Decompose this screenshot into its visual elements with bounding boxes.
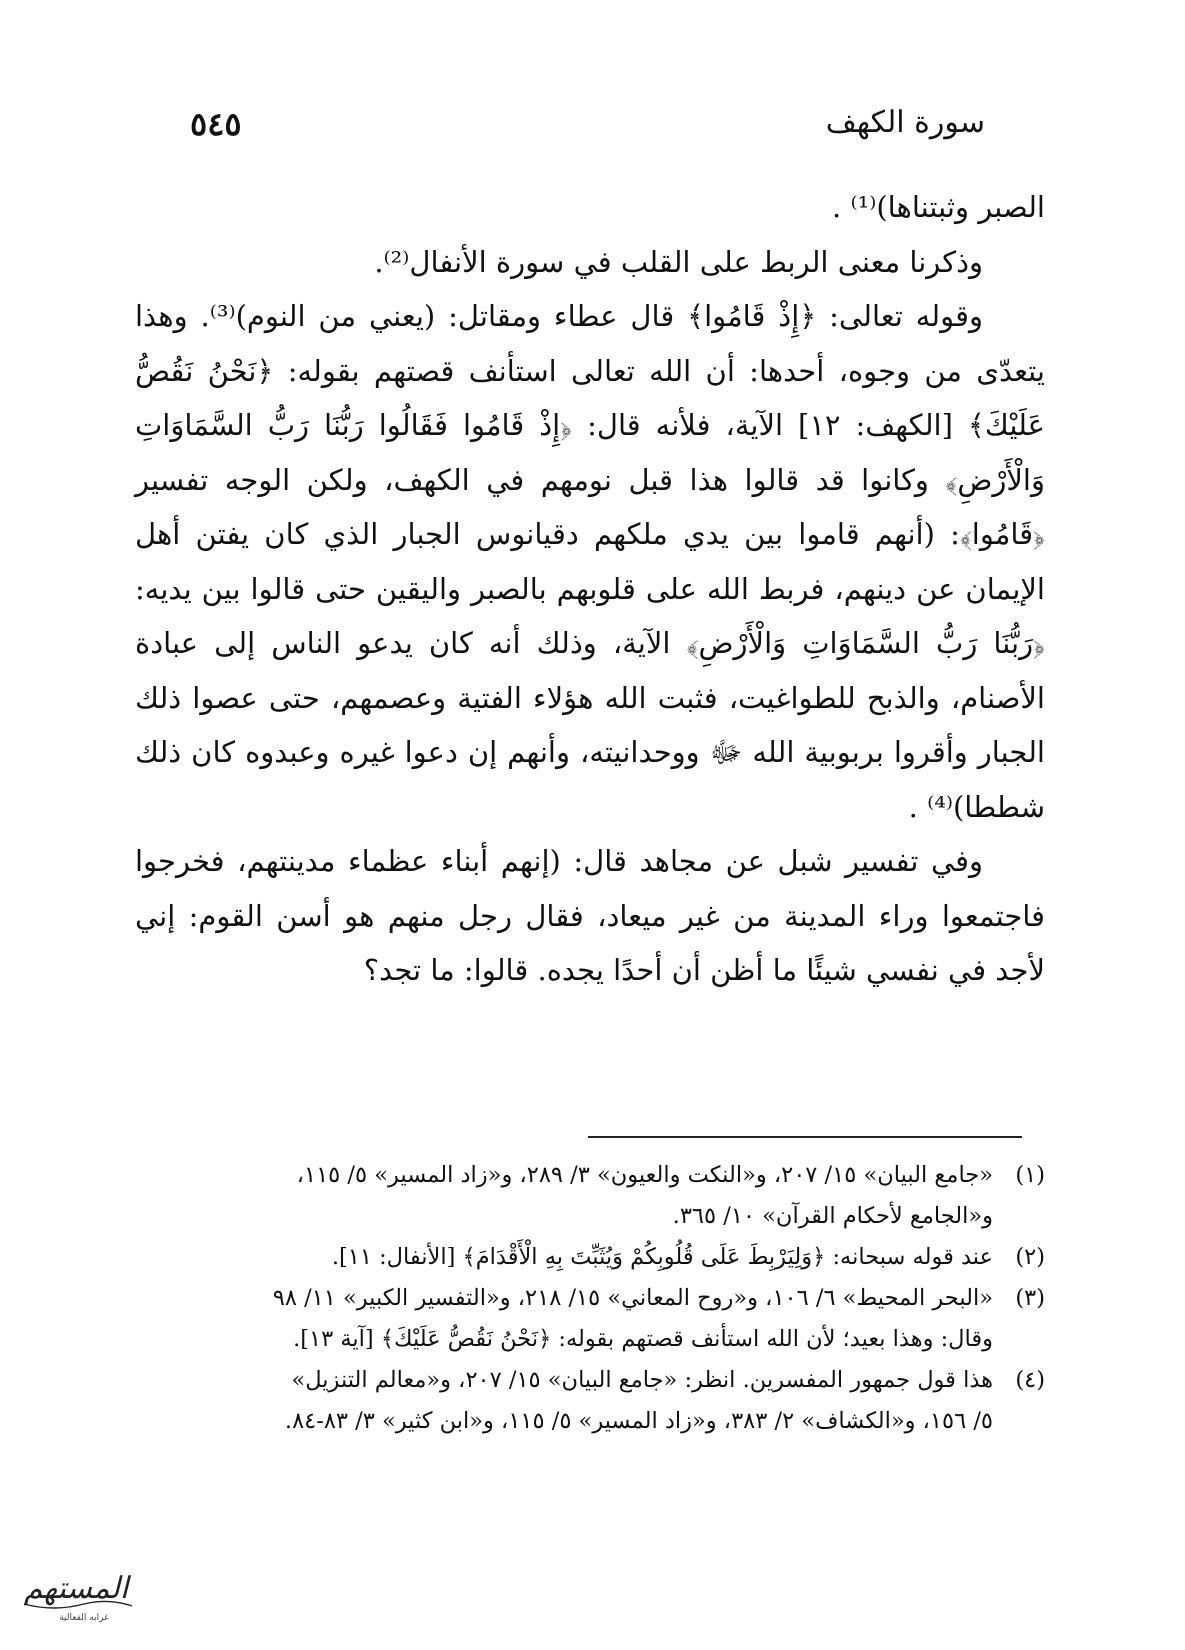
footnote-text [135,1237,993,1278]
footnote-line: عند قوله سبحانه: ﴿وَلِيَرْبِطَ عَلَى قُلُوبِكُمْ وَيُثَبِّتَ بِهِ الْأَقْدَامَ﴾ [الأنفال: ١١]. [331,1244,993,1270]
footnote-line: ٥/ ١٥٦، و«الكشاف» ٢/ ٣٨٣، و«زاد المسير» ٥/ ١١٥، و«ابن كثير» ٣/ ٨٣-٨٤. [284,1408,993,1434]
footnote-text [135,1278,993,1360]
footnote-number: (٣) [1015,1285,1045,1311]
footnote-text [135,1360,993,1442]
paragraph: وفي تفسير شبل عن مجاهد قال: (إنهم أبناء عظماء مدينتهم، فخرجوا فاجتمعوا وراء المدينة من غير ميعاد، فقال رجل منهم هو أسن القوم: إني لأجد في نفسي شيئًا ما أظن أن أحدًا يجده. قالوا: ما تجد؟ [135,844,1045,987]
surah-title: سورة الكهف [825,105,985,140]
footnote-divider [588,1136,1022,1138]
logo-text: المستهم [23,1571,129,1606]
footnote-line: و«الجامع لأحكام القرآن» ١٠/ ٣٦٥. [672,1203,993,1229]
footnote [135,1237,1045,1278]
publisher-logo-icon [14,1558,139,1628]
paragraph-continuation: الصبر وثبتناها)⁽¹⁾ . [832,190,1045,224]
footnote-line: وقال: وهذا بعيد؛ لأن الله استأنف قصتهم بقوله: ﴿نَحْنُ نَقُصُّ عَلَيْكَ﴾ [آية ١٣]. [293,1326,993,1352]
main-text [135,180,1045,998]
footnotes [135,1155,1045,1442]
footnote-line: «البحر المحيط» ٦/ ١٠٦، و«روح المعاني» ١٥/ ٢١٨، و«التفسير الكبير» ١١/ ٩٨ [272,1285,993,1311]
footnote-line: «جامع البيان» ١٥/ ٢٠٧، و«النكت والعيون» ٣/ ٢٨٩، و«زاد المسير» ٥/ ١١٥، [296,1162,993,1188]
footnote-number: (٢) [1015,1244,1045,1270]
footnote [135,1155,1045,1237]
footnote-number: (٤) [1015,1367,1045,1393]
footnote [135,1278,1045,1360]
page-number: ٥٤٥ [190,105,242,143]
logo-subtext: غرابه الفعالية [59,1613,109,1623]
footnote-text [135,1155,993,1237]
footnote-number: (١) [1015,1162,1045,1188]
paragraph: وذكرنا معنى الربط على القلب في سورة الأنفال⁽²⁾. [374,244,983,279]
footnote-line: هذا قول جمهور المفسرين. انظر: «جامع البيان» ١٥/ ٢٠٧، و«معالم التنزيل» [291,1367,993,1393]
page-header [190,105,985,155]
footnote [135,1360,1045,1442]
paragraph: وقوله تعالى: ﴿إِذْ قَامُوا﴾ قال عطاء ومقاتل: (يعني من النوم)⁽³⁾. وهذا يتعدّى من وجوه، أحدها: أن الله تعالى استأنف قصتهم بقوله: ﴿نَحْنُ نَقُصُّ عَلَيْكَ﴾ [الكهف: ١٢] الآية، فلأنه قال: ﴿إِذْ قَامُوا فَقَالُوا رَبُّنَا رَبُّ السَّمَاوَاتِ وَالْأَرْضِ﴾ وكانوا قد قالوا هذا قبل نومهم في الكهف، ولكن الوجه تفسير ﴿قَامُوا﴾: (أنهم قاموا بين يدي ملكهم دقيانوس الجبار الذي كان يفتن أهل الإيمان عن دينهم، فربط الله على قلوبهم بالصبر واليقين حتى قالوا بين يديه: ﴿رَبُّنَا رَبُّ السَّمَاوَاتِ وَالْأَرْضِ﴾ الآية، وذلك أنه كان يدعو الناس إلى عبادة الأصنام، والذبح للطواغيت، فثبت الله هؤلاء الفتية وعصمهم، حتى عصوا ذلك الجبار وأقروا بربوبية الله ﷻ ووحدانيته، وأنهم إن دعوا غيره وعبدوه كان ذلك شططا)⁽⁴⁾ . [135,299,1045,824]
